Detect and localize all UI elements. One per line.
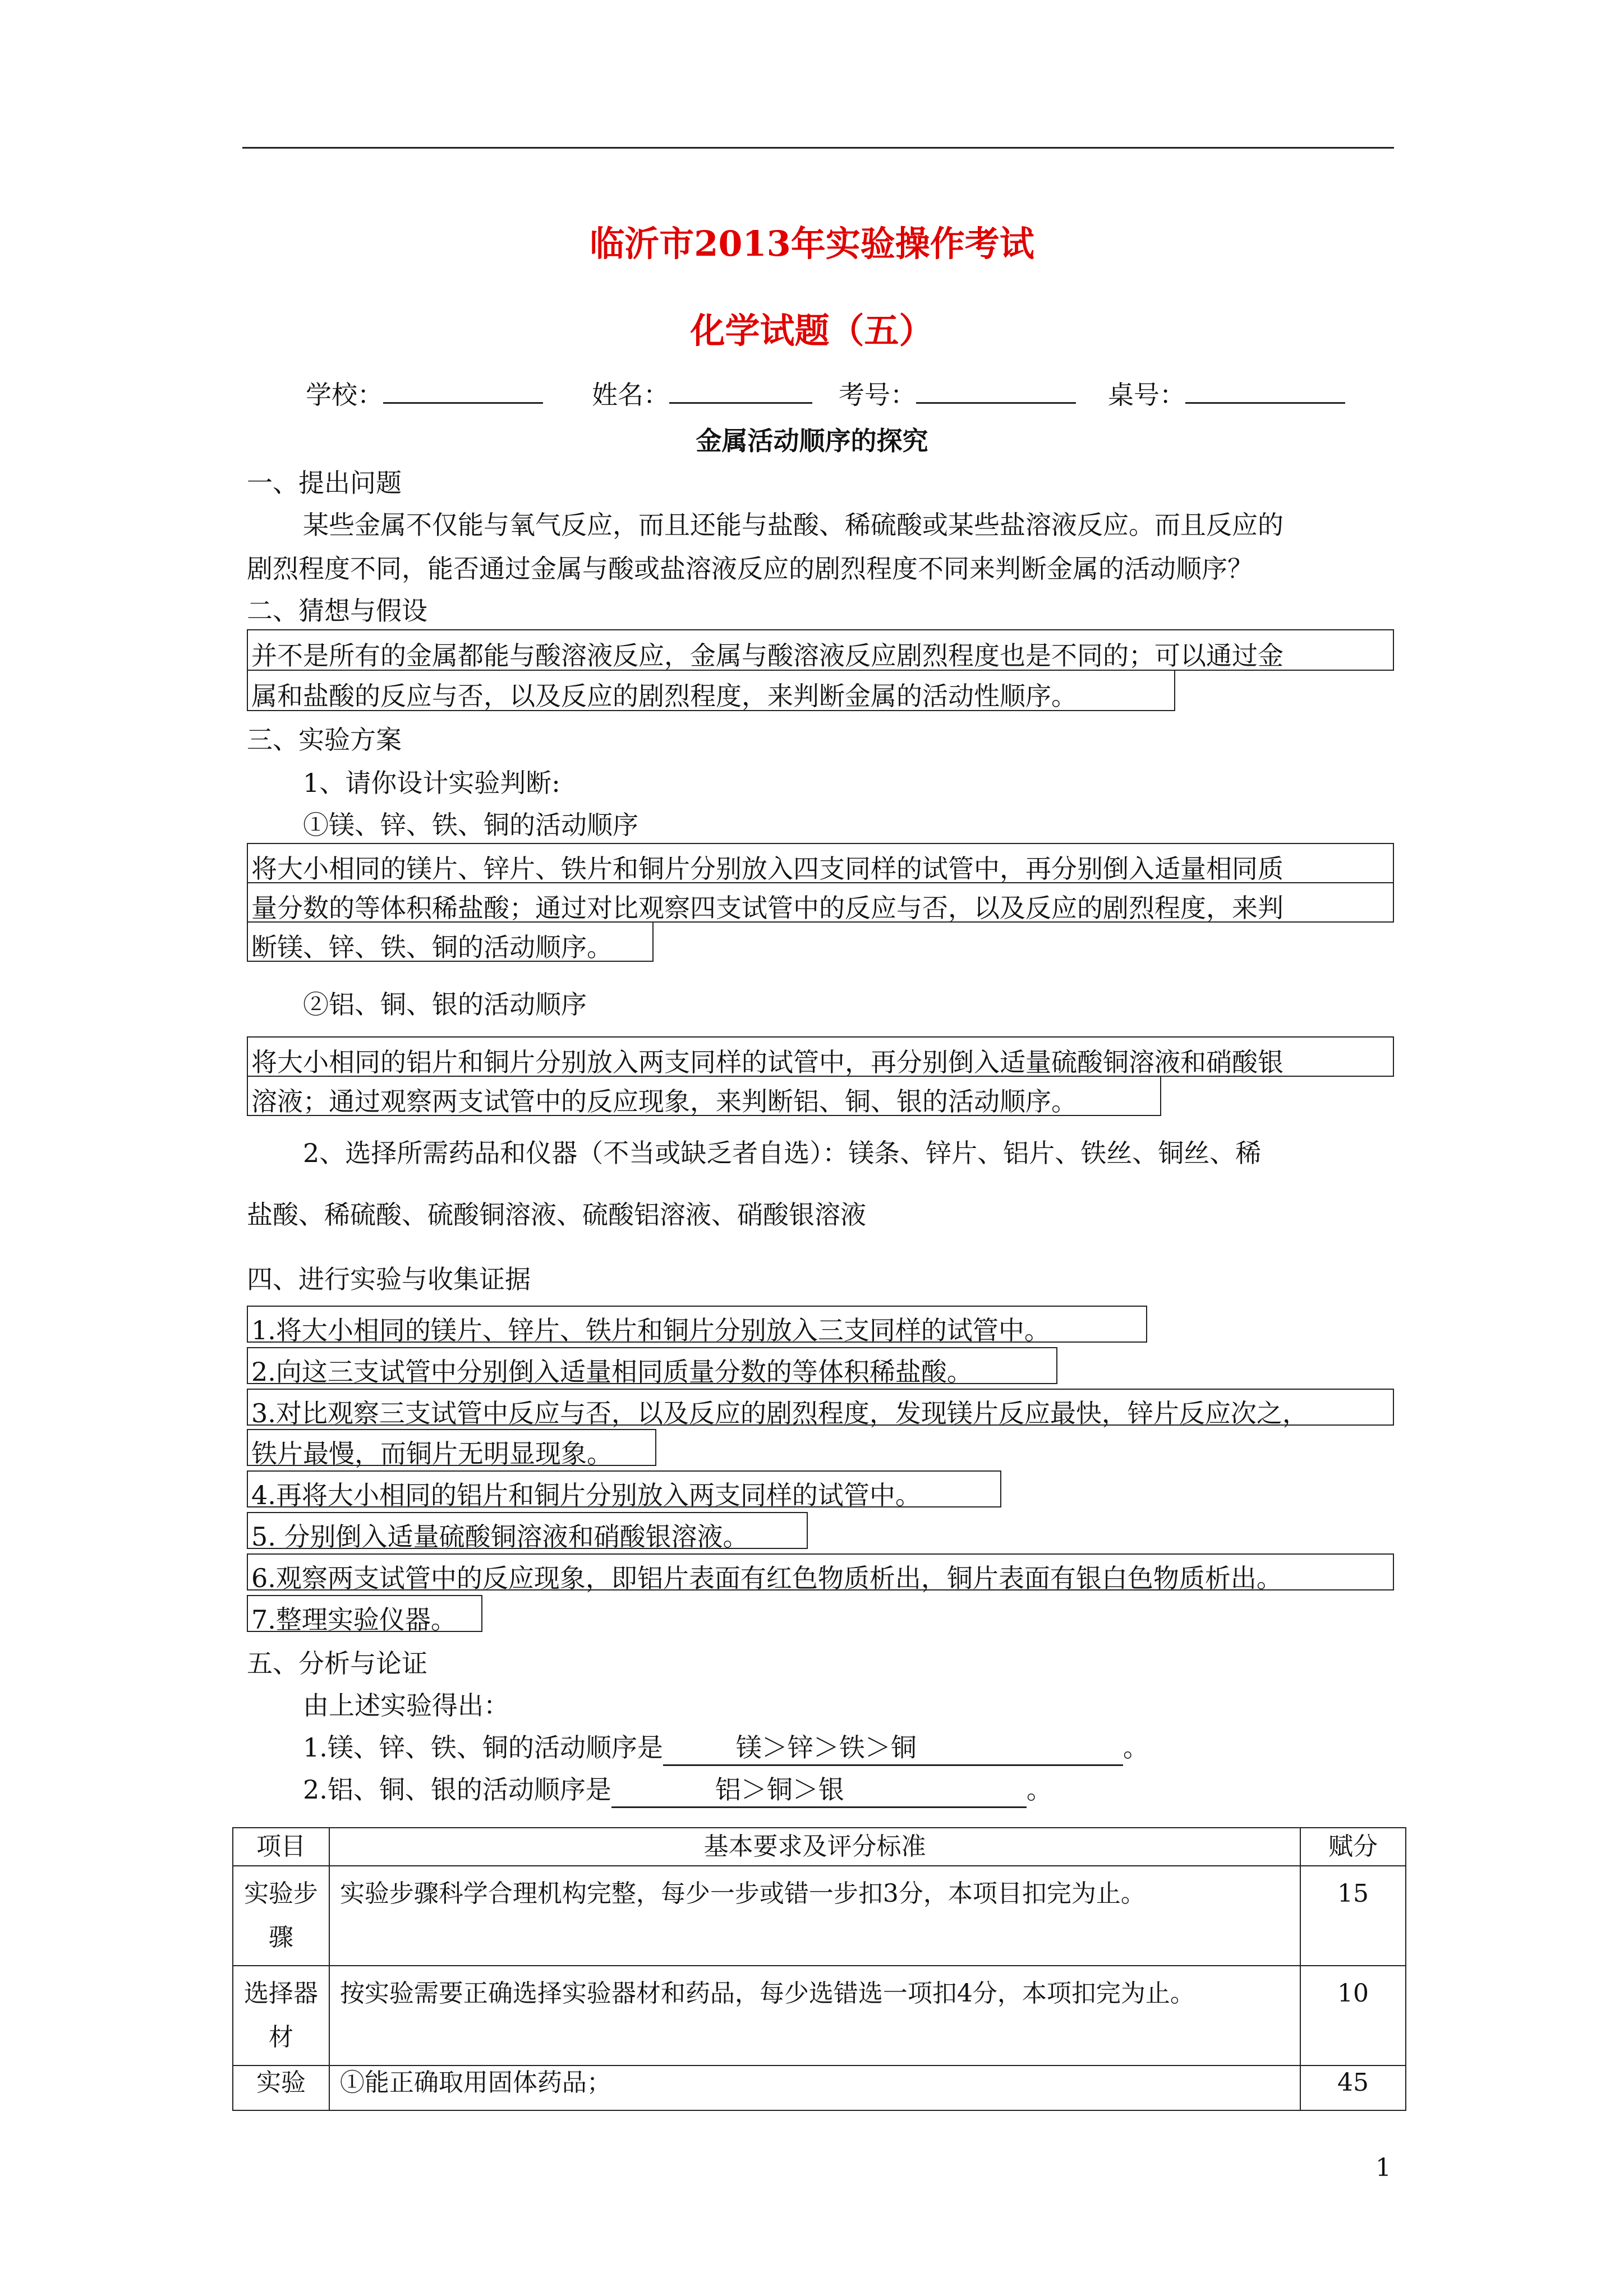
conclusion-1-prefix: 1.镁、锌、铁、铜的活动顺序是 [303,1732,663,1763]
field-desk-no [1108,375,1345,412]
step-3-text-line2: 铁片最慢，而铜片无明显现象。 [251,1439,613,1469]
row-3-desc: ①能正确取用固体药品； [329,2066,1300,2110]
step-4-text: 4.再将大小相同的铝片和铜片分别放入两支同样的试管中。 [251,1480,921,1510]
plan-a-line1: 将大小相同的镁片、锌片、铁片和铜片分别放入四支同样的试管中，再分别倒入适量相同质 [251,854,1283,884]
row-2-item: 选择器材 [233,1966,329,2066]
field-name-label: 姓名： [592,380,669,410]
section-1-text-line1: 某些金属不仅能与氧气反应，而且还能与盐酸、稀硫酸或某些盐溶液反应。而且反应的 [303,510,1283,540]
row-3-item: 实验 [233,2066,329,2110]
table-header-item: 项目 [233,1828,329,1866]
section-3-sub2: ②铝、铜、银的活动顺序 [303,989,587,1020]
section-3-heading: 三、实验方案 [247,725,402,755]
plan-b-line1: 将大小相同的铝片和铜片分别放入两支同样的试管中，再分别倒入适量硫酸铜溶液和硝酸银 [251,1047,1283,1077]
table-header-desc: 基本要求及评分标准 [329,1828,1300,1866]
row-2-desc: 按实验需要正确选择实验器材和药品，每少选错选一项扣4分，本项扣完为止。 [329,1966,1300,2066]
row-3-score: 45 [1300,2066,1406,2110]
page-number: 1 [1375,2154,1391,2182]
table-row [233,1966,1406,2066]
section-3-item1: 1、请你设计实验判断: [303,768,560,798]
conclusion-2-period: 。 [1026,1774,1052,1805]
step-7-text: 7.整理实验仪器。 [251,1605,457,1635]
step-1-text: 1.将大小相同的镁片、锌片、铁片和铜片分别放入三支同样的试管中。 [251,1315,1050,1345]
section-1-heading: 一、提出问题 [247,468,402,498]
hypothesis-line1: 并不是所有的金属都能与酸溶液反应，金属与酸溶液反应剧烈程度也是不同的；可以通过金 [251,640,1283,671]
section-3-sub1: ①镁、锌、铁、铜的活动顺序 [303,810,638,840]
step-3-text-line1: 3.对比观察三支试管中反应与否，以及反应的剧烈程度，发现镁片反应最快，锌片反应次之， [251,1398,1308,1428]
exam-subtitle: 化学试题（五） [690,310,934,351]
table-row [233,1866,1406,1966]
plan-a-line3: 断镁、锌、铁、铜的活动顺序。 [251,932,613,962]
section-1-text-line2: 剧烈程度不同，能否通过金属与酸或盐溶液反应的剧烈程度不同来判断金属的活动顺序？ [247,554,1253,584]
field-school-label: 学校： [306,380,383,410]
field-exam-no-blank [916,376,1076,404]
table-header-row [233,1828,1406,1866]
header-rule [242,147,1394,149]
section-2-heading: 二、猜想与假设 [247,596,427,626]
hypothesis-line2: 属和盐酸的反应与否，以及反应的剧烈程度，来判断金属的活动性顺序。 [251,681,1077,711]
conclusion-2 [303,1769,1052,1808]
exam-title: 临沂市2013年实验操作考试 [590,223,1034,264]
field-exam-no [839,375,1076,412]
section-5-heading: 五、分析与论证 [247,1648,427,1679]
field-name-blank [669,376,812,404]
conclusion-1-period: 。 [1122,1732,1149,1763]
section-3-item2-line2: 盐酸、稀硫酸、硫酸铜溶液、硫酸铝溶液、硝酸银溶液 [247,1200,866,1230]
conclusion-1 [303,1727,1149,1766]
field-name [592,375,812,412]
row-1-desc: 实验步骤科学合理机构完整，每少一步或错一步扣3分，本项目扣完为止。 [329,1866,1300,1966]
field-school [306,375,543,412]
conclusion-1-answer: 镁＞锌＞铁＞铜 [663,1727,1123,1766]
row-1-item: 实验步骤 [233,1866,329,1966]
table-row [233,2066,1406,2110]
field-school-blank [383,376,543,404]
topic-title: 金属活动顺序的探究 [696,426,928,456]
plan-a-line2: 量分数的等体积稀盐酸；通过对比观察四支试管中的反应与否，以及反应的剧烈程度，来判 [251,893,1283,923]
field-desk-no-blank [1185,376,1345,404]
field-desk-no-label: 桌号： [1108,380,1185,410]
step-5-text: 5. 分别倒入适量硫酸铜溶液和硝酸银溶液。 [251,1522,749,1552]
step-6-text: 6.观察两支试管中的反应现象，即铝片表面有红色物质析出，铜片表面有银白色物质析出。 [251,1563,1282,1593]
section-5-intro: 由上述实验得出： [303,1690,509,1721]
section-3-item2-line1: 2、选择所需药品和仪器（不当或缺乏者自选）：镁条、锌片、铝片、铁丝、铜丝、稀 [303,1138,1262,1168]
conclusion-2-answer: 铝＞铜＞银 [611,1769,1027,1808]
conclusion-2-prefix: 2.铝、铜、银的活动顺序是 [303,1774,611,1805]
field-exam-no-label: 考号： [839,380,916,410]
plan-b-line2: 溶液；通过观察两支试管中的反应现象，来判断铝、铜、银的活动顺序。 [251,1086,1077,1117]
table-header-score: 赋分 [1300,1828,1406,1866]
row-2-score: 10 [1300,1966,1406,2066]
step-2-text: 2.向这三支试管中分别倒入适量相同质量分数的等体积稀盐酸。 [251,1357,973,1387]
scoring-table [232,1827,1406,2111]
row-1-score: 15 [1300,1866,1406,1966]
section-4-heading: 四、进行实验与收集证据 [247,1264,531,1294]
